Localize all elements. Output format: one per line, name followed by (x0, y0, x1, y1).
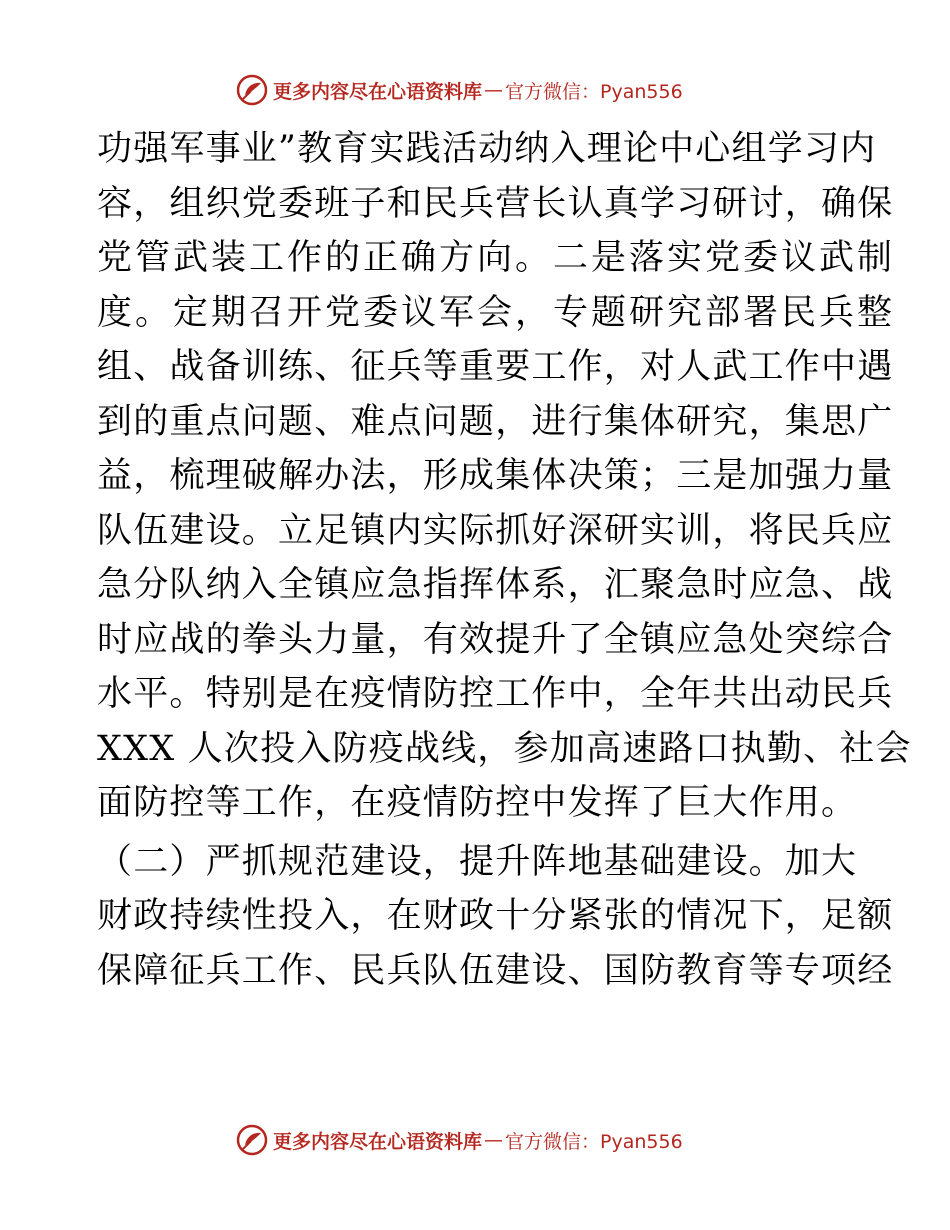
text-line: 党管武装工作的正确方向。二是落实党委议武制 (97, 238, 896, 278)
footer-separator: — (484, 1129, 504, 1151)
text-line: 急分队纳入全镇应急指挥体系，汇聚急时应急、战 (97, 565, 894, 605)
text-line: 到的重点问题、难点问题，进行集体研究，集思广 (97, 401, 894, 442)
page-header-watermark (235, 72, 683, 108)
text-line: 益，梳理破解办法，形成集体决策；三是加强力量 (97, 456, 894, 496)
text-line: 队伍建设。立足镇内实际抓好深研实训，将民兵应 (97, 510, 894, 551)
text-line: 面防控等工作，在疫情防控中发挥了巨大作用。 (97, 783, 858, 823)
text-line: 功强军事业”教育实践活动纳入理论中心组学习内 (97, 129, 877, 169)
header-wechat-text: 官方微信：Pyan556 (505, 80, 683, 103)
header-separator: — (484, 79, 504, 101)
text-line: 时应战的拳头力量，有效提升了全镇应急处突综合 (97, 619, 894, 660)
text-line: 财政持续性投入，在财政十分紧张的情况下，足额 (97, 896, 894, 936)
brand-logo-icon (235, 73, 269, 107)
text-line: 容，组织党委班子和民兵营长认真学习研讨，确保 (97, 183, 894, 224)
header-brand-text: 更多内容尽在心语资料库 (273, 80, 483, 103)
text-line: 保障征兵工作、民兵队伍建设、国防教育等专项经 (97, 950, 894, 991)
page-footer-watermark (235, 1122, 683, 1158)
text-line: XXX 人次投入防疫战线，参加高速路口执勤、社会 (97, 728, 912, 769)
brand-logo-icon (235, 1123, 269, 1157)
section-heading-line: （二）严抓规范建设，提升阵地基础建设。加大 (97, 841, 858, 882)
text-line: 组、战备训练、征兵等重要工作，对人武工作中遇 (97, 347, 894, 387)
footer-wechat-text: 官方微信：Pyan556 (505, 1130, 683, 1153)
text-line: 水平。特别是在疫情防控工作中，全年共出动民兵 (97, 674, 894, 714)
text-line: 度。定期召开党委议军会，专题研究部署民兵整 (97, 292, 896, 333)
footer-brand-text: 更多内容尽在心语资料库 (273, 1130, 483, 1153)
body-text (97, 122, 912, 998)
